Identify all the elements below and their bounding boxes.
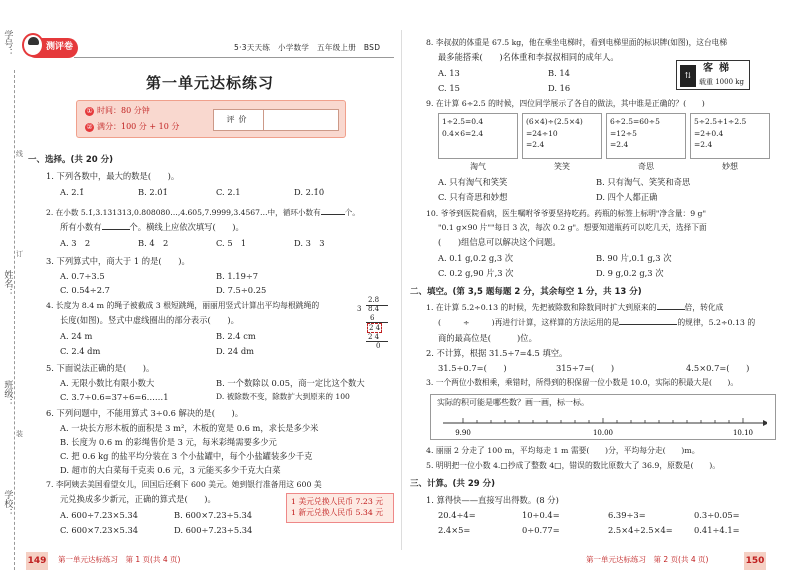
q7-option-c[interactable]: C. 600×7.23×5.34 xyxy=(60,525,139,535)
q4-option-d[interactable]: D. 24 dm xyxy=(216,346,255,356)
q3-option-b[interactable]: B. 1.19÷7 xyxy=(216,271,259,281)
elevator-capacity: 载重 1000 kg xyxy=(699,78,744,86)
q6-option-d[interactable]: D. 超市的大白菜每千克卖 0.6 元，3 元能买多少千克大白菜 xyxy=(60,465,281,475)
elevator-title: 客梯 xyxy=(703,63,735,74)
q2-option-b[interactable]: B. 4 2 xyxy=(138,238,169,248)
exchange-rate-box xyxy=(286,493,394,523)
f4-text: 4. 丽丽 2 分走了 100 m，平均每走 1 m 需要( )分，平均每分走( )m。 xyxy=(426,446,700,455)
binding-mark: 订 xyxy=(16,250,23,258)
f2-a: 31.5÷0.7=( ) xyxy=(438,363,507,373)
division-quotient: 2.8 xyxy=(368,296,380,304)
q5-option-a[interactable]: A. 无限小数比有限小数大 xyxy=(60,378,155,388)
mascot-icon xyxy=(22,33,44,57)
long-division-figure xyxy=(354,296,398,356)
series-info: 5·3天天练 小学数学 五年级上册 BSD xyxy=(234,43,381,52)
q1-text: 1. 下列各数中，最大的数是( )。 xyxy=(46,171,180,181)
q9-box-line: =2.4 xyxy=(610,140,629,150)
q9-option-a[interactable]: A. 只有淘气和笑笑 xyxy=(438,177,508,187)
q3-option-a[interactable]: A. 0.7÷3.5 xyxy=(60,271,105,281)
q2-line1 xyxy=(46,209,360,218)
clock-icon: ① xyxy=(86,107,93,115)
number-line-prompt: 实际的积可能是哪些数？画一画，标一标。 xyxy=(437,398,589,407)
elevator-icon: ⇅ xyxy=(680,65,696,87)
calc-item[interactable]: 2.4×5= xyxy=(438,525,471,535)
q2-line2-end: 个。横线上应依次填写( )。 xyxy=(129,222,244,232)
info-box xyxy=(76,100,346,138)
name-label: 姓名： xyxy=(2,270,13,297)
f3-text: 3. 一个两位小数相乘，乘错时，所得到的积保留一位小数是 10.0，实际的积最大是( )。 xyxy=(426,378,739,387)
q9-box-line: (6×4)÷(2.5×4) xyxy=(526,117,583,126)
q4-option-c[interactable]: C. 2.4 dm xyxy=(60,346,101,356)
q9-box-line: =2.4 xyxy=(694,140,713,150)
tick-label-990: 9.90 xyxy=(455,429,471,437)
evaluation-label: 评价 xyxy=(214,110,264,130)
q6-option-a[interactable]: A. 一块长方形木板的面积是 3 m²，木板的宽是 0.6 m，求长是多少米 xyxy=(60,423,319,433)
q5-option-d[interactable]: D. 被除数不变，除数扩大到原来的 100 xyxy=(216,392,350,401)
exchange-rate-usd: 1 美元兑换人民币 7.23 元 xyxy=(291,497,384,506)
q10-option-c[interactable]: C. 0.2 g,90 片,3 次 xyxy=(438,268,514,278)
right-page xyxy=(408,0,780,584)
class-label: 班级： xyxy=(2,380,13,407)
q8-option-d[interactable]: D. 16 xyxy=(548,83,571,93)
school-label: 学校： xyxy=(2,490,13,517)
q10-option-a[interactable]: A. 0.1 g,0.2 g,3 次 xyxy=(438,253,514,263)
q5-text: 5. 下面说法正确的是( )。 xyxy=(46,363,155,373)
q2-line1-text: 2. 在小数 5.1̇,3.131313,0.808080…,4.605,7.9999,3.4567…中，循环小数有 xyxy=(46,208,321,217)
q2-blank-1[interactable] xyxy=(321,214,345,215)
f2-c: 4.5×0.7=( ) xyxy=(686,363,750,373)
q10-line1: 10. 爷爷到医院看病，医生嘱咐爷爷要坚持吃药。药瓶的标签上标明"净含量：9 g" xyxy=(426,209,706,218)
calc-item[interactable]: 6.39÷3= xyxy=(608,510,646,520)
score-text: 满分：100 分 + 10 分 xyxy=(97,122,180,131)
f1-line2-mid: )再进行计算，这样算的方法运用的是 xyxy=(491,318,620,327)
q8-option-c[interactable]: C. 15 xyxy=(438,83,460,93)
q10-option-d[interactable]: D. 9 g,0.2 g,3 次 xyxy=(596,268,664,278)
q2-line2 xyxy=(60,223,244,233)
page-title: 第一单元达标练习 xyxy=(145,74,274,92)
q9-box-xiaoxiao xyxy=(522,113,602,159)
score-info xyxy=(85,122,179,132)
division-divisor: 3 xyxy=(357,305,362,313)
logo-text: 测评卷 xyxy=(45,42,73,52)
q9-box-line: 5÷2.5+1÷2.5 xyxy=(694,117,747,126)
q9-box-qisi xyxy=(606,113,686,159)
footer-left: 第一单元达标练习 第 1 页(共 4 页) xyxy=(58,555,181,564)
exchange-rate-sgd: 1 新元兑换人民币 5.34 元 xyxy=(291,508,384,518)
f1-line1-end: 倍，转化成 xyxy=(684,303,724,312)
q9-box-line: =12÷5 xyxy=(610,128,637,138)
q9-box-line: 6÷2.5=60÷5 xyxy=(610,117,660,126)
binding-mark: 装 xyxy=(16,430,23,438)
q8-option-b[interactable]: B. 14 xyxy=(548,68,570,78)
left-page xyxy=(24,0,396,584)
binding-dashed-line xyxy=(14,70,15,570)
calc-item[interactable]: 10÷0.4= xyxy=(522,510,560,520)
tick-label-1000: 10.00 xyxy=(592,429,614,437)
footer-right: 第一单元达标练习 第 2 页(共 4 页) xyxy=(586,555,709,564)
q4-line1: 4. 长度为 8.4 m 的绳子被截成 3 根短跳绳，丽丽用竖式计算出平均每根跳绳的 xyxy=(46,301,320,310)
q9-box-line: 1÷2.5=0.4 xyxy=(442,117,484,126)
q9-option-d[interactable]: D. 四个人都正确 xyxy=(596,192,658,202)
page-number-left: 149 xyxy=(26,552,48,570)
time-info xyxy=(85,106,150,116)
q4-line2: 长度(如图)。竖式中虚线圈出的部分表示( )。 xyxy=(60,315,239,325)
q2-option-c[interactable]: C. 5 1 xyxy=(216,238,247,248)
number-line-box xyxy=(430,394,776,440)
calc-item[interactable]: 0.41÷4.1= xyxy=(694,525,740,535)
f1-blank-2[interactable] xyxy=(619,324,677,325)
f1-line2-end: 的规律，5.2÷0.13 的 xyxy=(677,318,756,327)
q3-text: 3. 下列算式中，商大于 1 的是( )。 xyxy=(46,256,190,266)
f1-blank-1[interactable] xyxy=(657,309,685,310)
star-icon: ② xyxy=(86,123,93,131)
id-label: 学号： xyxy=(2,30,13,57)
series-logo xyxy=(26,38,78,58)
f1-paren-open: ( xyxy=(438,318,442,327)
q1-option-c[interactable]: C. 2.1 xyxy=(216,187,241,197)
q10-line2: "0.1 g×90 片""每日 3 次，每次 0.2 g"。想要知道瓶药可以吃几天，选择下面 xyxy=(438,223,707,232)
q6-option-b[interactable]: B. 长度为 0.6 m 的彩绳售价是 3 元，每米彩绳需要多少元 xyxy=(60,437,277,447)
q9-name-miaoxiang: 妙想 xyxy=(722,162,738,171)
f1-line3-end: )位。 xyxy=(517,333,537,343)
q9-option-b[interactable]: B. 只有淘气、笑笑和奇思 xyxy=(596,177,691,187)
binding-mark: 线 xyxy=(16,150,23,158)
section-choice: 一、选择。(共 20 分) xyxy=(28,155,114,165)
f1-line1-text: 1. 在计算 5.2÷0.13 的时候，先把被除数和除数同时扩大到原来的 xyxy=(426,303,657,312)
q7-line2: 元兑换成多少新元，正确的算式是( )。 xyxy=(60,494,216,504)
calc-item[interactable]: 2.5×4÷2.5×4= xyxy=(608,525,673,535)
q6-option-c[interactable]: C. 把 0.6 kg 的盐平均分装在 3 个小盐罐中，每个小盐罐装多少千克 xyxy=(60,451,313,461)
q2-option-d[interactable]: D. 3 3 xyxy=(294,238,325,248)
q9-name-qisi: 奇思 xyxy=(638,162,654,171)
calc-item[interactable]: 20.4÷4= xyxy=(438,510,476,520)
division-step1: 6 xyxy=(370,314,375,322)
number-line[interactable] xyxy=(443,413,767,437)
q9-box-line: 0.4×6=2.4 xyxy=(442,128,484,138)
calc-item[interactable]: 0.3÷0.05= xyxy=(694,510,740,520)
f1-line1 xyxy=(426,304,723,313)
number-line-ticks xyxy=(463,418,743,423)
q9-box-line: =2+0.4 xyxy=(694,128,724,138)
q9-name-taoqi: 淘气 xyxy=(470,162,486,171)
q9-text: 9. 在计算 6÷2.5 的时候，四位同学展示了各自的做法，其中谁是正确的？( ) xyxy=(426,99,705,108)
q2-line2-text: 所有小数有 xyxy=(60,222,102,232)
q5-option-c[interactable]: C. 3.7÷0.6=37÷6=6……1 xyxy=(60,392,169,402)
q9-box-line: =2.4 xyxy=(526,140,545,150)
q2-blank-2[interactable] xyxy=(102,229,130,230)
f1-line3-text: 商的最高位是( xyxy=(438,333,492,343)
q9-box-taoqi xyxy=(438,113,518,159)
evaluation-box xyxy=(213,109,339,131)
page-number-right: 150 xyxy=(744,552,766,570)
c1-text: 1. 算得快——直接写出得数。(8 分) xyxy=(426,495,559,505)
time-text: 时间：80 分钟 xyxy=(97,106,150,115)
f1-line2 xyxy=(438,319,755,328)
binding-margin xyxy=(0,0,24,584)
q9-box-miaoxiang xyxy=(690,113,770,159)
q2-option-a[interactable]: A. 3 2 xyxy=(60,238,91,248)
f1-line3 xyxy=(438,334,537,344)
q3-option-d[interactable]: D. 7.5÷0.25 xyxy=(216,285,267,295)
q8-line2: 最多能搭乘( )名体重和李叔叔相同的成年人。 xyxy=(438,52,619,62)
tick-label-1010: 10.10 xyxy=(732,429,754,437)
q2-line1-end: 个。 xyxy=(344,208,360,217)
q7-option-d[interactable]: D. 600÷7.23÷5.34 xyxy=(174,525,253,535)
section-calc: 三、计算。(共 29 分) xyxy=(410,479,496,489)
header-rule xyxy=(74,57,394,58)
q9-box-line: =24÷10 xyxy=(526,128,558,138)
q4-option-b[interactable]: B. 2.4 cm xyxy=(216,331,256,341)
q4-option-a[interactable]: A. 24 m xyxy=(60,331,93,341)
section-fill: 二、填空。(第 3,5 题每题 2 分，其余每空 1 分，共 13 分) xyxy=(410,287,642,297)
page-divider xyxy=(401,30,402,550)
f2-text: 2. 不计算，根据 31.5÷7=4.5 填空。 xyxy=(426,348,568,358)
division-dividend: 8.4 xyxy=(368,305,380,313)
q8-option-a[interactable]: A. 13 xyxy=(438,68,460,78)
q1-option-a[interactable]: A. 2.1̇ xyxy=(60,187,85,197)
elevator-sign xyxy=(676,60,750,90)
q7-option-a[interactable]: A. 600÷7.23×5.34 xyxy=(60,510,138,520)
calc-item[interactable]: 0÷0.77= xyxy=(522,525,560,535)
q10-line3: ( )组信息可以解决这个问题。 xyxy=(438,237,561,247)
q8-line1: 8. 李叔叔的体重是 67.5 kg，他在乘坐电梯时，看到电梯里面的标识牌(如图)，这台电梯 xyxy=(426,38,728,47)
q7-line1: 7. 李阿姨去美国看望女儿，回国后还剩下 600 美元。她到银行准备用这 600 美 xyxy=(46,480,322,489)
f5-text: 5. 明明把一位小数 4.□抄成了整数 4□，错误的数比原数大了 36.9，原数是( )。 xyxy=(426,461,721,470)
q7-option-b[interactable]: B. 600×7.23÷5.34 xyxy=(174,510,253,520)
f2-b: 315÷7=( ) xyxy=(556,363,615,373)
division-circled-part: 2 4 xyxy=(369,324,381,332)
q10-option-b[interactable]: B. 90 片,0.1 g,3 次 xyxy=(596,253,672,263)
q1-option-d[interactable]: D. 2.1̇0̇ xyxy=(294,187,325,197)
number-line-arrow xyxy=(763,420,767,426)
division-step3: 2 4 xyxy=(368,333,380,341)
q3-option-c[interactable]: C. 0.54÷2.7 xyxy=(60,285,110,295)
q9-name-xiaoxiao: 笑笑 xyxy=(554,162,570,171)
q9-option-c[interactable]: C. 只有奇思和妙想 xyxy=(438,192,508,202)
q5-option-b[interactable]: B. 一个数除以 0.05，商一定比这个数大 xyxy=(216,378,365,388)
q6-text: 6. 下列问题中，不能用算式 3÷0.6 解决的是( )。 xyxy=(46,408,244,418)
q1-option-b[interactable]: B. 2.0̇1̇ xyxy=(138,187,168,197)
f1-divide: ÷ xyxy=(463,318,470,327)
division-remainder: 0 xyxy=(376,342,381,350)
